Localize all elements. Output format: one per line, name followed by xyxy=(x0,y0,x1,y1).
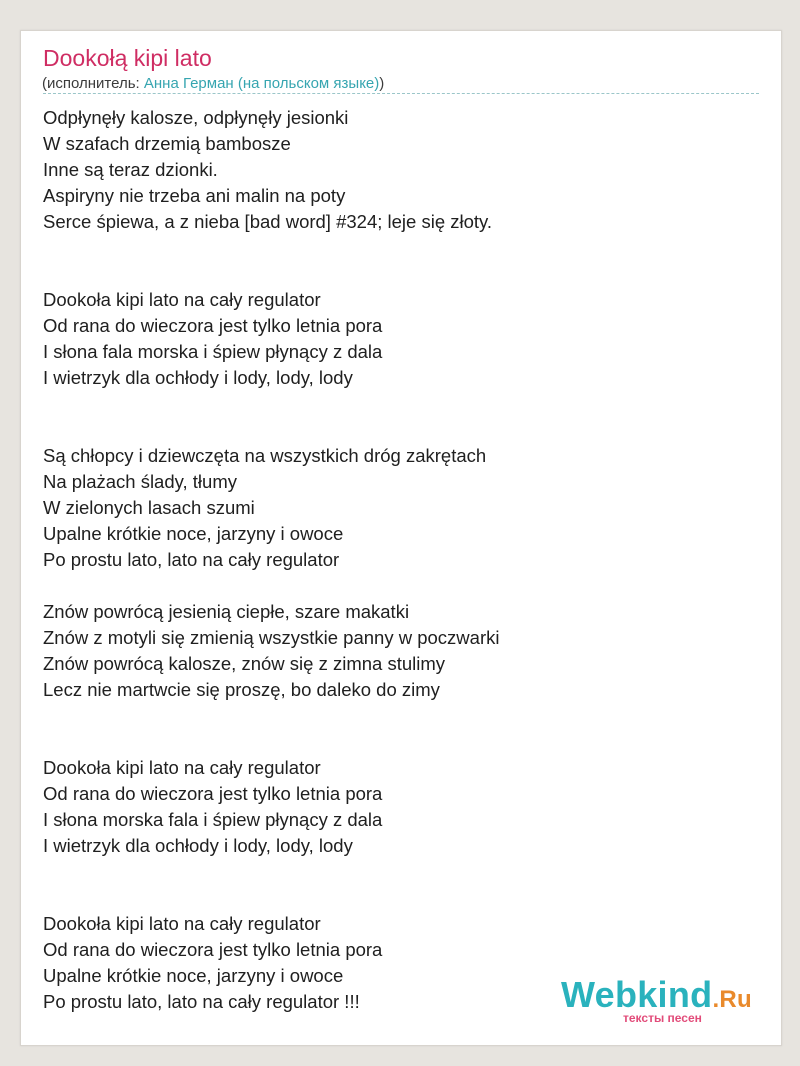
logo-tagline: тексты песен xyxy=(623,1011,702,1025)
lyric-line: Odpłynęły kalosze, odpłynęły jesionki xyxy=(43,107,349,128)
lyric-line: Od rana do wieczora jest tylko letnia pora xyxy=(43,939,383,960)
lyric-line: Dookoła kipi lato na cały regulator xyxy=(43,913,321,934)
stanza-gap xyxy=(43,703,753,755)
stanza xyxy=(43,755,753,859)
lyric-line: Na plażach ślady, tłumy xyxy=(43,471,237,492)
song-title: Dookołą kipi lato xyxy=(43,45,212,71)
logo-main-text: Webkind xyxy=(561,974,713,1015)
stanza-gap xyxy=(43,235,753,287)
lyrics-body xyxy=(43,105,753,1015)
lyric-line: W zielonych lasach szumi xyxy=(43,497,255,518)
stanza-gap xyxy=(43,391,753,443)
lyric-line: Dookoła kipi lato na cały regulator xyxy=(43,757,321,778)
lyric-line: Po prostu lato, lato na cały regulator !!! xyxy=(43,991,360,1012)
lyric-line: Znów z motyli się zmienią wszystkie panny w poczwarki xyxy=(43,627,500,648)
lyric-line: Od rana do wieczora jest tylko letnia pora xyxy=(43,315,383,336)
lyric-line: Lecz nie martwcie się proszę, bo daleko do zimy xyxy=(43,679,440,700)
stanza xyxy=(43,105,753,235)
stanza-gap xyxy=(43,859,753,911)
stanza xyxy=(43,443,753,573)
stanza-gap xyxy=(43,573,753,599)
lyric-line: Upalne krótkie noce, jarzyny i owoce xyxy=(43,523,344,544)
lyric-line: Inne są teraz dzionki. xyxy=(43,159,218,180)
lyric-line: Dookoła kipi lato na cały regulator xyxy=(43,289,321,310)
lyric-line: I wietrzyk dla ochłody i lody, lody, lody xyxy=(43,367,353,388)
stanza xyxy=(43,287,753,391)
lyric-line: W szafach drzemią bambosze xyxy=(43,133,291,154)
lyric-line: I wietrzyk dla ochłody i lody, lody, lody xyxy=(43,835,353,856)
lyric-line: I słona morska fala i śpiew płynący z dala xyxy=(43,809,383,830)
webkind-logo[interactable] xyxy=(561,975,771,1035)
performer-prefix: (исполнитель: xyxy=(42,75,144,92)
lyrics-page xyxy=(20,30,782,1046)
lyric-line: Upalne krótkie noce, jarzyny i owoce xyxy=(43,965,344,986)
lyric-line: Znów powrócą jesienią ciepłe, szare makatki xyxy=(43,601,410,622)
stanza xyxy=(43,599,753,703)
lyric-line: Znów powrócą kalosze, znów się z zimna stulimy xyxy=(43,653,446,674)
performer-line xyxy=(42,75,384,93)
lyric-line: Są chłopcy i dziewczęta na wszystkich dróg zakrętach xyxy=(43,445,487,466)
performer-suffix: ) xyxy=(379,75,385,92)
lyric-line: Po prostu lato, lato na cały regulator xyxy=(43,549,340,570)
header-divider xyxy=(43,93,759,94)
artist-link[interactable]: Анна Герман (на польском языке) xyxy=(143,75,380,92)
lyric-line: I słona fala morska i śpiew płynący z dala xyxy=(43,341,383,362)
lyric-line: Serce śpiewa, a z nieba [bad word] #324; leje się złoty. xyxy=(43,211,493,232)
logo-tld: .Ru xyxy=(712,986,753,1013)
lyric-line: Od rana do wieczora jest tylko letnia pora xyxy=(43,783,383,804)
lyric-line: Aspiryny nie trzeba ani malin na poty xyxy=(43,185,346,206)
